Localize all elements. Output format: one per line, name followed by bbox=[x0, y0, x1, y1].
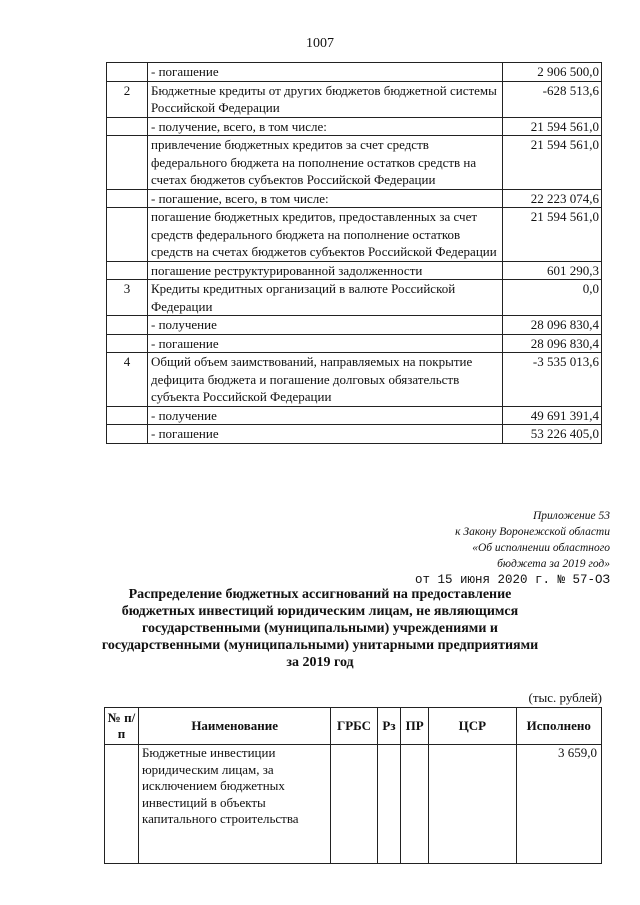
row-csr bbox=[429, 745, 516, 864]
row-pr bbox=[401, 745, 429, 864]
header-num: № п/п bbox=[105, 708, 139, 745]
row-number bbox=[107, 117, 148, 136]
row-description: - погашение bbox=[148, 63, 503, 82]
table-row bbox=[107, 425, 602, 444]
row-description: погашение бюджетных кредитов, предоставленных за счет средств федерального бюджета на пополнение остатков средств на счетах бюджетов субъектов Российской Федерации bbox=[148, 208, 503, 262]
table-row bbox=[107, 189, 602, 208]
row-number: 2 bbox=[107, 81, 148, 117]
row-value: 601 290,3 bbox=[503, 261, 602, 280]
table-row bbox=[107, 63, 602, 82]
row-description: - погашение, всего, в том числе: bbox=[148, 189, 503, 208]
appendix-law-title-line2: бюджета за 2019 год» bbox=[497, 558, 610, 570]
appendix-law-line: к Закону Воронежской области bbox=[455, 526, 610, 538]
row-value: 28 096 830,4 bbox=[503, 316, 602, 335]
header-grbs: ГРБС bbox=[331, 708, 377, 745]
row-number bbox=[107, 334, 148, 353]
row-value: 53 226 405,0 bbox=[503, 425, 602, 444]
row-number: 4 bbox=[107, 353, 148, 407]
units-label: (тыс. рублей) bbox=[528, 690, 602, 705]
investment-table bbox=[104, 707, 602, 864]
row-description: погашение реструктурированной задолженности bbox=[148, 261, 503, 280]
row-number bbox=[107, 425, 148, 444]
row-grbs bbox=[331, 745, 377, 864]
row-value: 2 906 500,0 bbox=[503, 63, 602, 82]
table-row bbox=[107, 136, 602, 190]
row-description: привлечение бюджетных кредитов за счет средств федерального бюджета на пополнение остатков средств на счетах бюджетов субъектов Российской Федерации bbox=[148, 136, 503, 190]
table-row bbox=[107, 406, 602, 425]
row-value: -3 535 013,6 bbox=[503, 353, 602, 407]
page-number: 1007 bbox=[306, 36, 334, 51]
row-number: 3 bbox=[107, 280, 148, 316]
row-number bbox=[107, 261, 148, 280]
row-value: 22 223 074,6 bbox=[503, 189, 602, 208]
table-row bbox=[107, 81, 602, 117]
row-rz bbox=[377, 745, 401, 864]
table-row bbox=[107, 117, 602, 136]
table-row bbox=[107, 316, 602, 335]
row-value: 21 594 561,0 bbox=[503, 208, 602, 262]
table-row bbox=[107, 334, 602, 353]
table-header-row bbox=[105, 708, 602, 745]
row-description: Общий объем заимствований, направляемых на покрытие дефицита бюджета и погашение долговых обязательств субъекта Российской Федерации bbox=[148, 353, 503, 407]
row-description: Кредиты кредитных организаций в валюте Российской Федерации bbox=[148, 280, 503, 316]
row-name: Бюджетные инвестиции юридическим лицам, за исключением бюджетных инвестиций в объекты капитального строительства bbox=[138, 745, 330, 864]
row-number bbox=[107, 136, 148, 190]
row-description: - погашение bbox=[148, 334, 503, 353]
row-number bbox=[105, 745, 139, 864]
appendix-law-date: от 15 июня 2020 г. № 57-ОЗ bbox=[414, 573, 610, 587]
appendix-header bbox=[415, 508, 610, 588]
appendix-law-title-line1: «Об исполнении областного bbox=[472, 542, 610, 554]
row-value: 49 691 391,4 bbox=[503, 406, 602, 425]
header-pr: ПР bbox=[401, 708, 429, 745]
row-value: 21 594 561,0 bbox=[503, 117, 602, 136]
row-description: - получение bbox=[148, 316, 503, 335]
row-value: 28 096 830,4 bbox=[503, 334, 602, 353]
header-rz: Рз bbox=[377, 708, 401, 745]
row-number bbox=[107, 63, 148, 82]
row-description: - получение bbox=[148, 406, 503, 425]
row-number bbox=[107, 189, 148, 208]
row-value: 21 594 561,0 bbox=[503, 136, 602, 190]
row-executed: 3 659,0 bbox=[516, 745, 601, 864]
appendix-number: Приложение 53 bbox=[532, 510, 610, 522]
row-value: 0,0 bbox=[503, 280, 602, 316]
budget-borrowings-table bbox=[106, 62, 602, 444]
row-description: Бюджетные кредиты от других бюджетов бюджетной системы Российской Федерации bbox=[148, 81, 503, 117]
table-row bbox=[107, 261, 602, 280]
table-row bbox=[107, 353, 602, 407]
row-number bbox=[107, 208, 148, 262]
section-title: Распределение бюджетных ассигнований на предоставление бюджетных инвестиций юридическим лицам, не являющимся государственными (муниципальными) учреждениями и государственными (муниципальными) унитарными предприятиями за 2019 год bbox=[101, 587, 539, 670]
row-number bbox=[107, 406, 148, 425]
row-description: - погашение bbox=[148, 425, 503, 444]
header-csr: ЦСР bbox=[429, 708, 516, 745]
row-value: -628 513,6 bbox=[503, 81, 602, 117]
header-executed: Исполнено bbox=[516, 708, 601, 745]
table-row bbox=[107, 280, 602, 316]
row-number bbox=[107, 316, 148, 335]
table-row bbox=[105, 745, 602, 864]
table-row bbox=[107, 208, 602, 262]
row-description: - получение, всего, в том числе: bbox=[148, 117, 503, 136]
header-name: Наименование bbox=[138, 708, 330, 745]
